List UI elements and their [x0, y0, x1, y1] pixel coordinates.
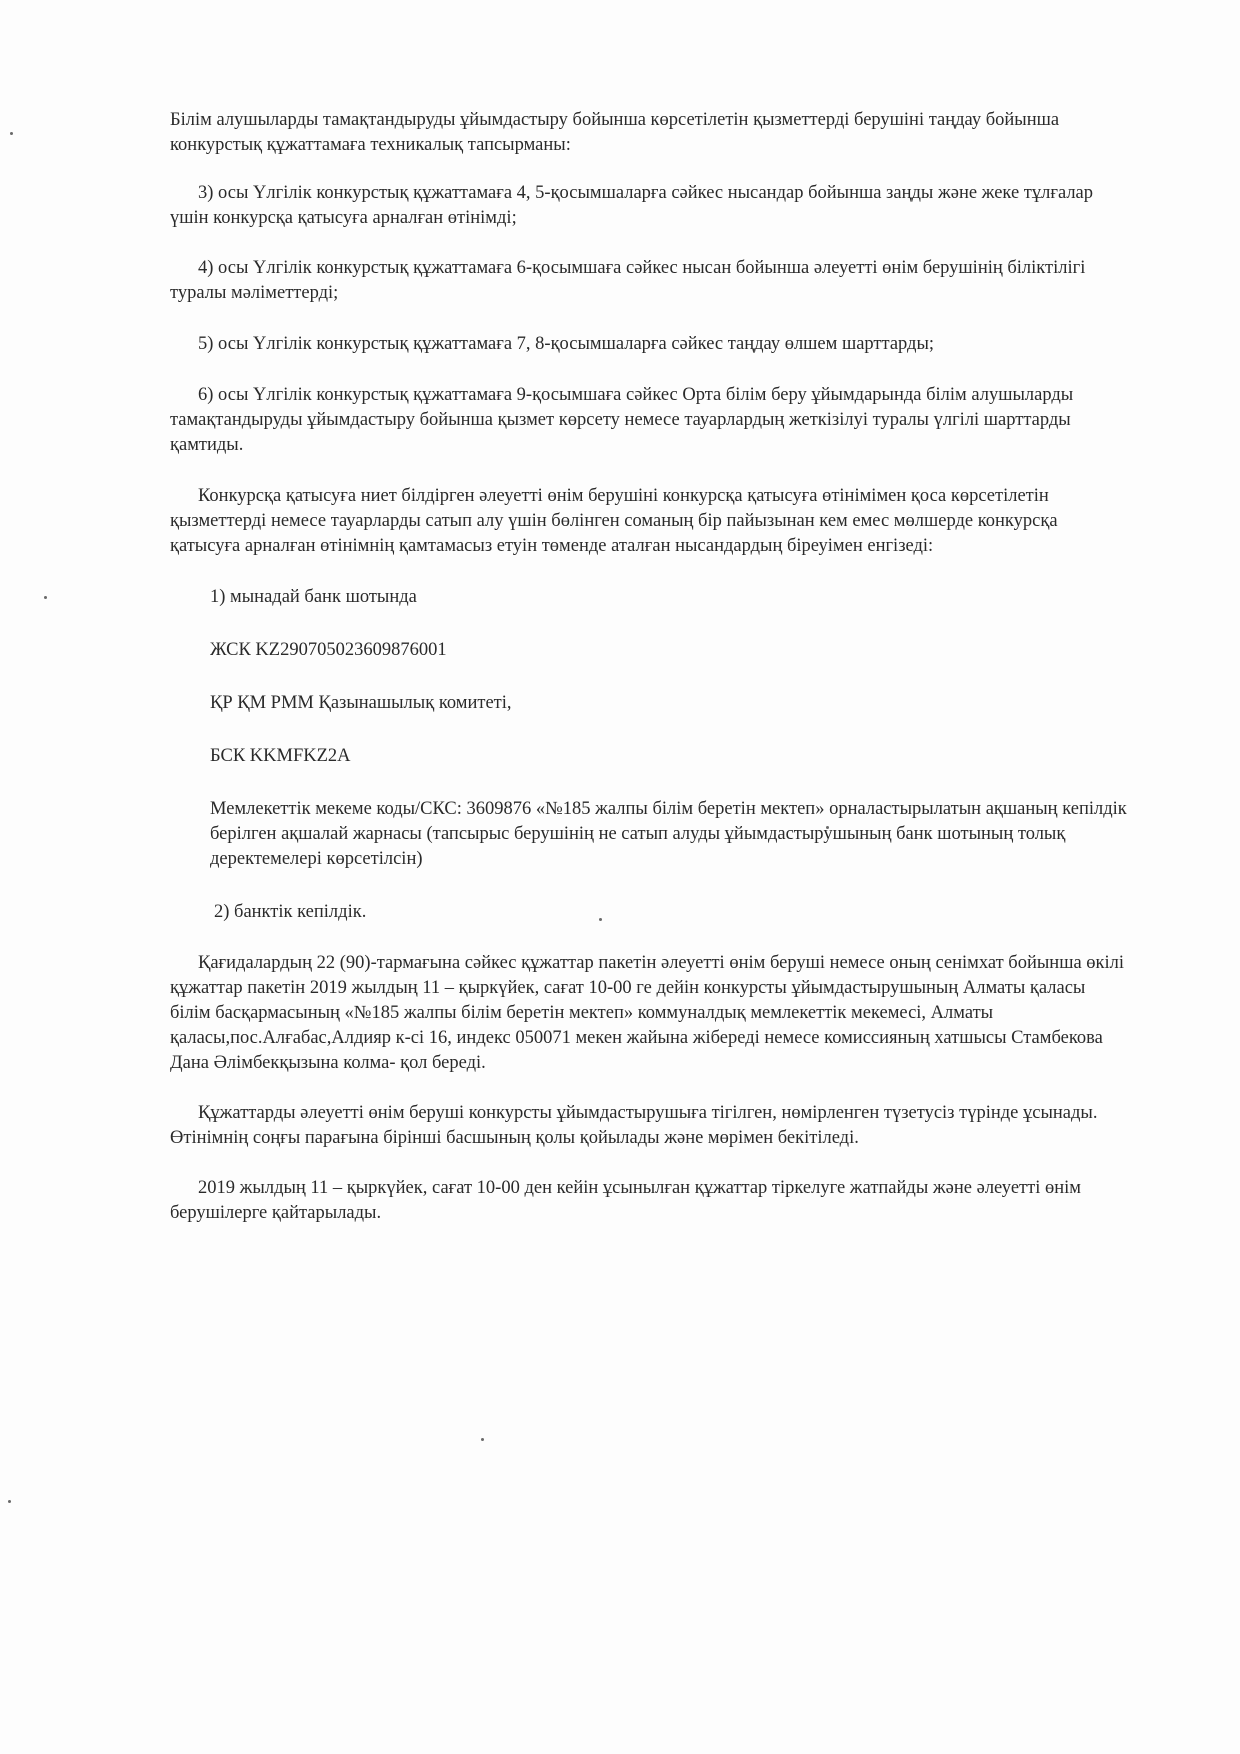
deadline-paragraph: 2019 жылдың 11 – қыркүйек, сағат 10-00 ден кейін ұсынылған құжаттар тіркелуге жатпайды және әлеуетті өнім берушілерге қайтарылады.	[170, 1178, 1081, 1223]
iik-line: ЖСК KZ290705023609876001	[210, 640, 447, 660]
binding-paragraph: Құжаттарды әлеуетті өнім беруші конкурсты ұйымдастырушыға тігілген, нөмірленген түзетусіз түрінде ұсынады. Өтінімнің соңғы парағына бірінші басшының қолы қойылады және мөрімен бекітіледі.	[170, 1103, 1098, 1148]
item-6-paragraph: 6) осы Үлгілік конкурстық құжаттамаға 9-қосымшаға сәйкес Орта білім беру ұйымдарында білім алушыларды тамақтандыруды ұйымдастыру бойынша қызмет көрсету немесе тауарлардың жеткізілуі туралы үлгілі шарттарды қамтиды.	[170, 385, 1074, 455]
bik-line: БСК KKMFKZ2A	[210, 746, 351, 766]
document-body	[170, 108, 1130, 1251]
intro-paragraph: Білім алушыларды тамақтандыруды ұйымдастыру бойынша көрсетілетін қызметтерді берушіні таңдау бойынша конкурстық құжаттамаға техникалық тапсырманы:	[170, 110, 1060, 155]
scan-speck	[44, 596, 47, 599]
item-5-paragraph: 5) осы Үлгілік конкурстық құжаттамаға 7, 8-қосымшаларға сәйкес таңдау өлшем шарттарды;	[198, 334, 935, 354]
guarantee-intro-paragraph: Конкурсқа қатысуға ниет білдірген әлеуетті өнім берушіні конкурсқа қатысуға өтінімімен қоса көрсетілетін қызметтерді немесе тауарларды сатып алу үшін бөлінген соманың бір пайызынан кем емес мөлшерде конкурсқа қатысуға арналған өтінімнің қамтамасыз етуін төменде аталған нысандардың біреуімен енгізеді:	[170, 486, 1058, 556]
institution-code-paragraph: Мемлекеттік мекеме коды/СКС: 3609876 «№185 жалпы білім беретін мектеп» орналастырылатын ақшаның кепілдік берілген ақшалай жарнасы (тапсырыс берушінің не сатып алуды ұйымдастырушының банк шотының толық деректемелері көрсетілсін)	[210, 799, 1127, 869]
bank-account-option: 1) мынадай банк шотында	[210, 587, 417, 607]
submission-paragraph: Қағидалардың 22 (90)-тармағына сәйкес құжаттар пакетін әлеуетті өнім беруші немесе оның сенімхат бойынша өкілі құжаттар пакетін 2019 жылдың 11 – қыркүйек, сағат 10-00 ге дейін конкурсты ұйымдастырушының Алматы қаласы білім басқармасының «№185 жалпы білім беретін мектеп» коммуналдық мемлекеттік мекемесі, Алматы қаласы,пос.Алғабас,Алдияр к-сі 16, индекс 050071 мекен жайына жібереді немесе комиссияның хатшысы Стамбекова Дана Әлімбекқызына колма- қол береді.	[170, 953, 1125, 1073]
scan-speck	[8, 1500, 11, 1503]
item-3-paragraph: 3) осы Үлгілік конкурстық құжаттамаға 4, 5-қосымшаларға сәйкес нысандар бойынша заңды және жеке тұлғалар үшін конкурсқа қатысуға арналған өтінімді;	[170, 183, 1094, 228]
bank-guarantee-option: 2) банктік кепілдік.	[214, 902, 367, 922]
scan-speck	[10, 132, 13, 135]
scan-speck	[481, 1438, 484, 1441]
item-4-paragraph: 4) осы Үлгілік конкурстық құжаттамаға 6-қосымшаға сәйкес нысан бойынша әлеуетті өнім берушінің біліктілігі туралы мәліметтерді;	[170, 258, 1086, 303]
committee-line: ҚР ҚМ РММ Қазынашылық комитеті,	[210, 693, 512, 713]
